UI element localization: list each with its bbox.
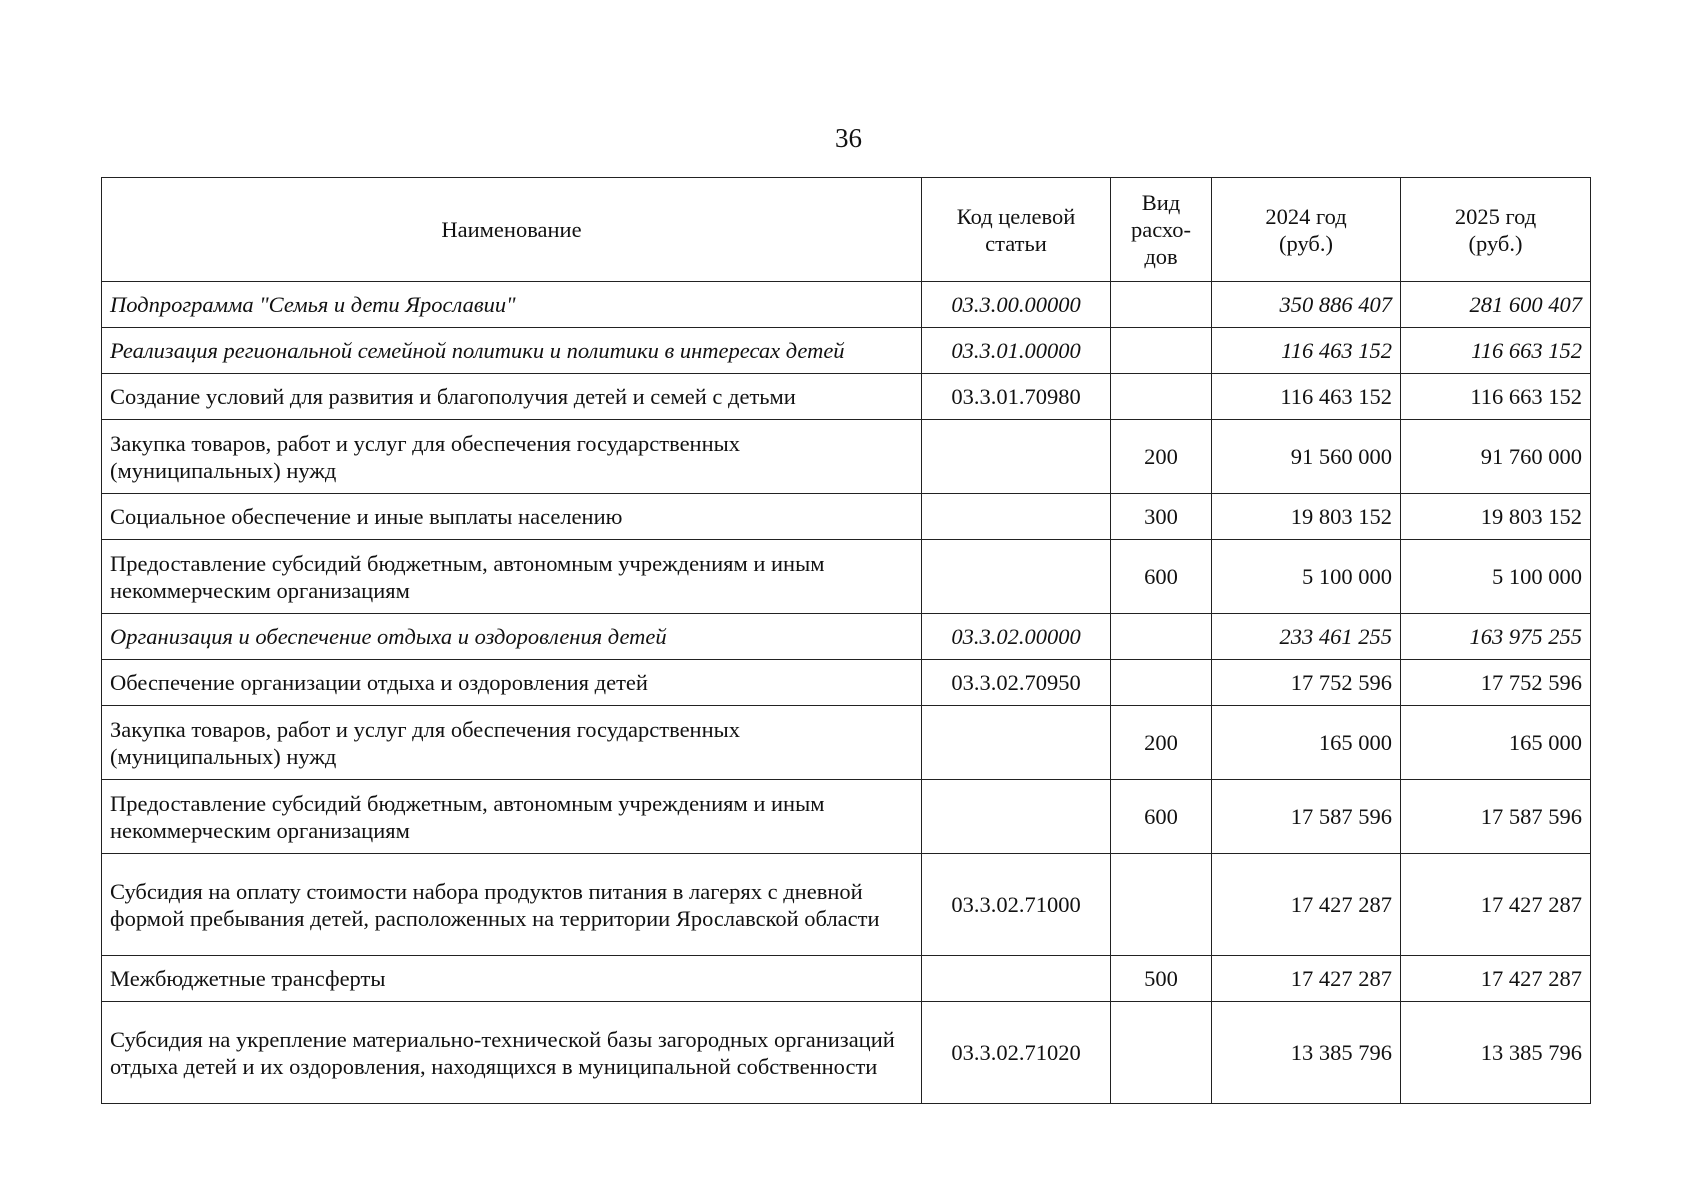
row-2025-cell: 17 587 596: [1401, 780, 1591, 854]
row-kind-cell: 600: [1111, 540, 1212, 614]
row-kind-cell: [1111, 374, 1212, 420]
row-code-cell: [922, 706, 1111, 780]
row-name-cell: Предоставление субсидий бюджетным, автономным учреждениям и иным некоммерческим организациям: [102, 780, 922, 854]
row-code-cell: 03.3.00.00000: [922, 282, 1111, 328]
row-2025-cell: 165 000: [1401, 706, 1591, 780]
row-code-cell: 03.3.02.70950: [922, 660, 1111, 706]
table-row: [102, 1002, 1591, 1104]
row-kind-cell: [1111, 660, 1212, 706]
row-kind-cell: [1111, 282, 1212, 328]
row-2025-cell: 17 427 287: [1401, 854, 1591, 956]
table-row: [102, 614, 1591, 660]
row-code-cell: 03.3.01.70980: [922, 374, 1111, 420]
row-code-cell: [922, 540, 1111, 614]
row-2024-cell: 233 461 255: [1212, 614, 1401, 660]
header-kind: Вид расхо-дов: [1111, 178, 1212, 282]
row-2025-cell: 13 385 796: [1401, 1002, 1591, 1104]
header-2025: 2025 год (руб.): [1401, 178, 1591, 282]
row-name-cell: Создание условий для развития и благополучия детей и семей с детьми: [102, 374, 922, 420]
table-row: [102, 282, 1591, 328]
table-header-row: [102, 178, 1591, 282]
row-2024-cell: 116 463 152: [1212, 328, 1401, 374]
row-kind-cell: [1111, 614, 1212, 660]
row-name-cell: Подпрограмма "Семья и дети Ярославии": [102, 282, 922, 328]
row-2025-cell: 281 600 407: [1401, 282, 1591, 328]
row-name-cell: Реализация региональной семейной политики и политики в интересах детей: [102, 328, 922, 374]
header-2024: 2024 год (руб.): [1212, 178, 1401, 282]
row-kind-cell: [1111, 854, 1212, 956]
budget-table: [101, 177, 1591, 1104]
row-2024-cell: 17 427 287: [1212, 956, 1401, 1002]
row-kind-cell: 600: [1111, 780, 1212, 854]
row-2024-cell: 17 587 596: [1212, 780, 1401, 854]
row-kind-cell: 200: [1111, 420, 1212, 494]
row-name-cell: Межбюджетные трансферты: [102, 956, 922, 1002]
row-2024-cell: 91 560 000: [1212, 420, 1401, 494]
row-2025-cell: 163 975 255: [1401, 614, 1591, 660]
row-code-cell: 03.3.02.71020: [922, 1002, 1111, 1104]
row-name-cell: Предоставление субсидий бюджетным, автономным учреждениям и иным некоммерческим организациям: [102, 540, 922, 614]
row-2025-cell: 17 427 287: [1401, 956, 1591, 1002]
row-2024-cell: 350 886 407: [1212, 282, 1401, 328]
row-code-cell: 03.3.01.00000: [922, 328, 1111, 374]
row-code-cell: 03.3.02.71000: [922, 854, 1111, 956]
row-2025-cell: 91 760 000: [1401, 420, 1591, 494]
row-kind-cell: 500: [1111, 956, 1212, 1002]
row-name-cell: Обеспечение организации отдыха и оздоровления детей: [102, 660, 922, 706]
table-row: [102, 780, 1591, 854]
table-row: [102, 854, 1591, 956]
row-kind-cell: [1111, 1002, 1212, 1104]
row-name-cell: Субсидия на оплату стоимости набора продуктов питания в лагерях с дневной формой пребывания детей, расположенных на территории Ярославской области: [102, 854, 922, 956]
row-2024-cell: 19 803 152: [1212, 494, 1401, 540]
row-2025-cell: 19 803 152: [1401, 494, 1591, 540]
row-code-cell: 03.3.02.00000: [922, 614, 1111, 660]
header-name: Наименование: [102, 178, 922, 282]
row-2024-cell: 5 100 000: [1212, 540, 1401, 614]
table-row: [102, 328, 1591, 374]
row-name-cell: Субсидия на укрепление материально-технической базы загородных организаций отдыха детей и их оздоровления, находящихся в муниципальной собственности: [102, 1002, 922, 1104]
row-code-cell: [922, 494, 1111, 540]
row-kind-cell: [1111, 328, 1212, 374]
row-name-cell: Организация и обеспечение отдыха и оздоровления детей: [102, 614, 922, 660]
row-2024-cell: 13 385 796: [1212, 1002, 1401, 1104]
row-code-cell: [922, 420, 1111, 494]
table-row: [102, 706, 1591, 780]
row-kind-cell: 200: [1111, 706, 1212, 780]
row-2025-cell: 116 663 152: [1401, 328, 1591, 374]
header-code: Код целевой статьи: [922, 178, 1111, 282]
row-2025-cell: 116 663 152: [1401, 374, 1591, 420]
row-code-cell: [922, 780, 1111, 854]
row-2024-cell: 116 463 152: [1212, 374, 1401, 420]
row-name-cell: Закупка товаров, работ и услуг для обеспечения государственных (муниципальных) нужд: [102, 706, 922, 780]
table-row: [102, 956, 1591, 1002]
row-name-cell: Социальное обеспечение и иные выплаты населению: [102, 494, 922, 540]
table-row: [102, 660, 1591, 706]
row-name-cell: Закупка товаров, работ и услуг для обеспечения государственных (муниципальных) нужд: [102, 420, 922, 494]
table-row: [102, 494, 1591, 540]
row-2024-cell: 17 427 287: [1212, 854, 1401, 956]
table-row: [102, 374, 1591, 420]
row-code-cell: [922, 956, 1111, 1002]
row-2025-cell: 17 752 596: [1401, 660, 1591, 706]
row-2024-cell: 17 752 596: [1212, 660, 1401, 706]
row-kind-cell: 300: [1111, 494, 1212, 540]
table-body: [102, 282, 1591, 1104]
table-row: [102, 420, 1591, 494]
row-2025-cell: 5 100 000: [1401, 540, 1591, 614]
page-number: 36: [835, 123, 862, 153]
row-2024-cell: 165 000: [1212, 706, 1401, 780]
table-row: [102, 540, 1591, 614]
